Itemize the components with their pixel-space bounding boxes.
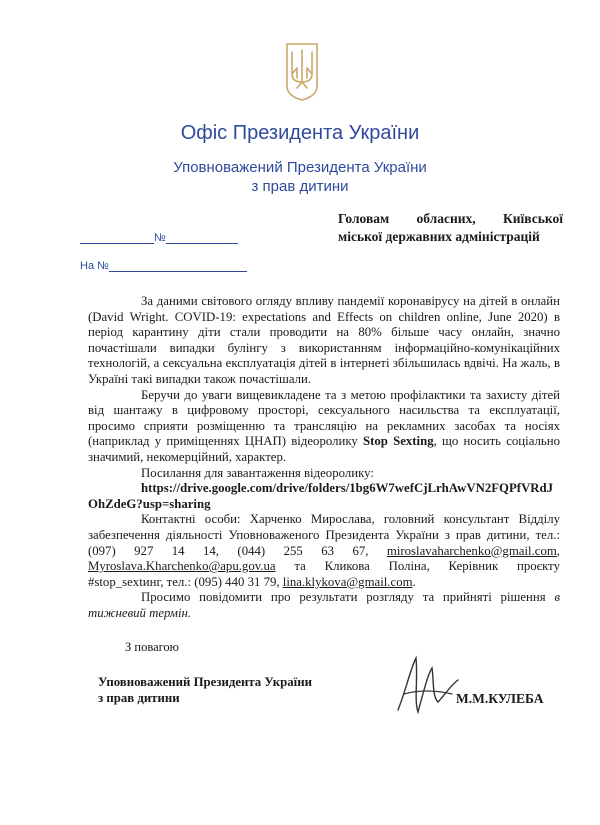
signer-title xyxy=(98,674,312,706)
signer-title-line1: Уповноважений Президента України xyxy=(98,675,312,689)
trident-coat-of-arms-icon xyxy=(285,42,319,102)
deadline-text: в тижневий термін. xyxy=(88,590,561,620)
ombudsman-title-line2: з прав дитини xyxy=(251,178,349,195)
outgoing-number-field xyxy=(80,232,238,244)
letter-body xyxy=(88,294,560,621)
email-link-2[interactable]: Myroslava.Kharchenko@apu.gov.ua xyxy=(88,559,276,574)
paragraph-3: Посилання для завантаження відеоролику: xyxy=(141,465,374,480)
email-link-1[interactable]: miroslavaharchenko@gmail.com xyxy=(386,543,557,558)
paragraph-2 xyxy=(88,388,560,466)
paragraph-2-text: Беручи до уваги вищевикладене та з метою профілактики та захисту дітей від шантажу в цифровому просторі, сексуального насильства та експлуатації, просимо сприяти розміщенню та трансляцію на рекламних засобах та носіях (наприклад у приміщеннях ЦНАП) відеоролику xyxy=(88,387,560,449)
ombudsman-title-line1: Уповноважений Президента України xyxy=(173,159,427,176)
handwritten-signature-icon xyxy=(388,650,468,718)
recipient-line2: міської державних адміністрацій xyxy=(338,229,540,244)
office-title: Офіс Президента України xyxy=(180,122,420,144)
on-number-label: На № xyxy=(80,260,109,272)
recipient-line1: Головам обласних, Київської xyxy=(338,211,563,226)
incoming-number-field xyxy=(80,260,247,272)
signer-name: М.М.КУЛЕБА xyxy=(456,691,544,706)
video-link[interactable]: https://drive.google.com/drive/folders/1bg6W7wefCjLrhAwVN2FQPfVRdJOhZdeG?usp=sharing xyxy=(88,481,554,511)
request-text: Просимо повідомити про результати розгляду та прийняті рішення xyxy=(141,590,546,605)
recipient-block xyxy=(338,210,563,246)
signer-title-line2: з прав дитини xyxy=(98,691,180,705)
email-link-3[interactable]: lina.klykova@gmail.com xyxy=(282,574,413,589)
ombudsman-title xyxy=(0,158,600,196)
contacts-text-2: та Кликова Поліна, Керівник проєкту #stop_sextинг, тел.: (095) 440 31 79, xyxy=(88,559,560,589)
campaign-name: Stop Sexting xyxy=(362,434,434,449)
number-sign: № xyxy=(154,232,166,244)
paragraph-4: Контактні особи: Харченко Мирослава, головний консультант Відділу забезпечення діяльності Уповноваженого Президента України з прав дитини, тел.: (097) 927 14 14, (044) 255 63 67, miroslavaharchenko@gmail.com, Myroslava.Kharchenko@apu.gov.ua та Кликова Поліна, Керівник проєкту #stop_sextинг, тел.: (095) 440 31 79, lina.klykova@gmail.com. xyxy=(88,512,560,589)
regards: З повагою xyxy=(125,640,180,654)
paragraph-5 xyxy=(88,590,560,621)
paragraph-1: За даними світового огляду впливу пандемії коронавірусу на дітей в онлайн (David Wright. COVID-19: expectations and Effects on children online, June 2020) в період карантину діти стали проводити на 80% більше часу онлайн, значно почастішали випадки булінгу з використанням інформаційно-комунікаційних технологій, а сексуальна експлуатація дітей в інтернеті збільшилась вдвічі. На жаль, в Україні такі випадки також почастішали. xyxy=(88,294,560,386)
paragraph-2-tail: , що носить соціально значимий, некомерційний, характер. xyxy=(88,434,560,464)
contacts-text: Контактні особи: Харченко Мирослава, головний консультант Відділу забезпечення діяльності Уповноваженого Президента України з прав дитини, тел.: (097) 927 14 14, (044) 255 63 67, xyxy=(88,512,560,558)
